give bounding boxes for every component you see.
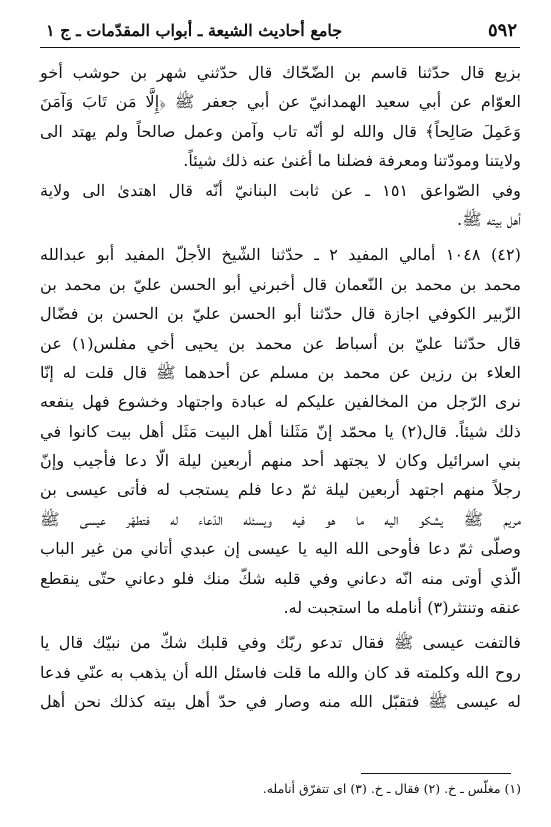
text-line: وصلّى ثمّ دعا فأوحى الله اليه يا عيسى إن عبدي أتاني من غير الباب (40, 539, 521, 559)
text-line: له عيسى ﷺ فتقبّل الله منه وصار في حدّ أهل بيته كذلك نحن أهل (40, 692, 521, 712)
text-line: العلاء بن رزين عن محمد بن مسلم عن أحدهما ﷺ قال قلت له إنّا (40, 362, 521, 382)
text-line: ذلك شيئاً. قال(٢) يا محمّد إنّ مَثَلنا أهل البيت مَثَل أهل بيت كانوا في (40, 421, 521, 441)
text-line: رجلاً منهم اجتهد أربعين ليلة ثمّ دعا فلم يستجب له فأتى عيسى بن (40, 480, 521, 500)
running-title: جامع أحاديث الشيعة ـ أبواب المقدّمات ـ ج ١ (46, 20, 343, 40)
text-line: أهل بيته ﷺ. (456, 209, 521, 229)
text-line: الزّبير الكوفي اجازة قال حدّثنا أبو الحسن عليّ بن الحسن بن فضّال (40, 304, 521, 324)
footnotes: (١) مغلّس ـ خ. (٢) فقال ـ خ. (٣) اى تتفرّق أنامله. (262, 781, 521, 796)
text-line: وفي الصّواعق ١٥١ ـ عن ثابت البنانيّ أنّه قال اهتدىٰ الى ولاية (40, 180, 521, 200)
header-rule (40, 47, 520, 48)
body-text (40, 58, 521, 717)
text-line: فالتفت عيسى ﷺ فقال تدعو ربّك وفي قلبك شكّ من نبيّك قال يا (40, 633, 521, 653)
text-line: ولايتنا ومودّتنا ومعرفة فضلنا ما أغنىٰ عنه ذلك شيئاً. (183, 151, 521, 171)
text-line: محمد بن محمد بن النّعمان قال أخبرني أبو الحسن عليّ بن محمد بن (40, 274, 521, 294)
text-line: قال حدّثنا عليّ بن أسباط عن محمد بن يحيى أخي مفلس(١) عن (40, 333, 521, 353)
text-line: عنقه وتنتثر(٣) أنامله ما استجبت له. (283, 598, 521, 618)
text-line: العوّام عن أبي سعيد الهمدانيّ عن أبي جعفر ﷺ ﴿إِلَّا مَن تَابَ وَآمَنَ (40, 92, 521, 112)
text-line: (٤٢) ١٠٤٨ أمالي المفيد ٢ ـ حدّثنا الشّيخ الأجلّ المفيد أبو عبدالله (40, 245, 521, 265)
text-line: بزيع قال حدّثنا قاسم بن الضّحّاك قال حدّثني شهر بن حوشب أخو (40, 63, 521, 82)
text-line: بني اسرائيل وكان لا يجتهد أحد منهم أربعين ليلة الّا دعا فأجيب وإنّ (40, 451, 521, 471)
text-line: مريم ﷺ يشكو اليه ما هو فيه ويسئله الدّعاء له فتطهّر عيسى ﷺ (40, 509, 521, 529)
page-number: ٥٩٢ (487, 19, 517, 41)
text-line: الّذي أوتى منه انّه دعاني وفي قلبه شكّ منك فلو دعاني حتّى ينقطع (40, 568, 521, 588)
text-line: روح الله وكلمته قد كان والله ما قلت فاسئل الله أن يذهب به عنّي فدعا (40, 662, 521, 682)
text-line: نرى الرّجل من المخالفين عليكم له عبادة واجتهاد وخشوع فهل ينفعه (40, 392, 521, 412)
footnote-rule (361, 773, 511, 774)
page-header (46, 16, 517, 44)
text-line: وَعَمِلَ صَالِحاً﴾ قال والله لو أنّه تاب وآمن وعمل صالحاً ولم يهتد الى (40, 121, 521, 141)
